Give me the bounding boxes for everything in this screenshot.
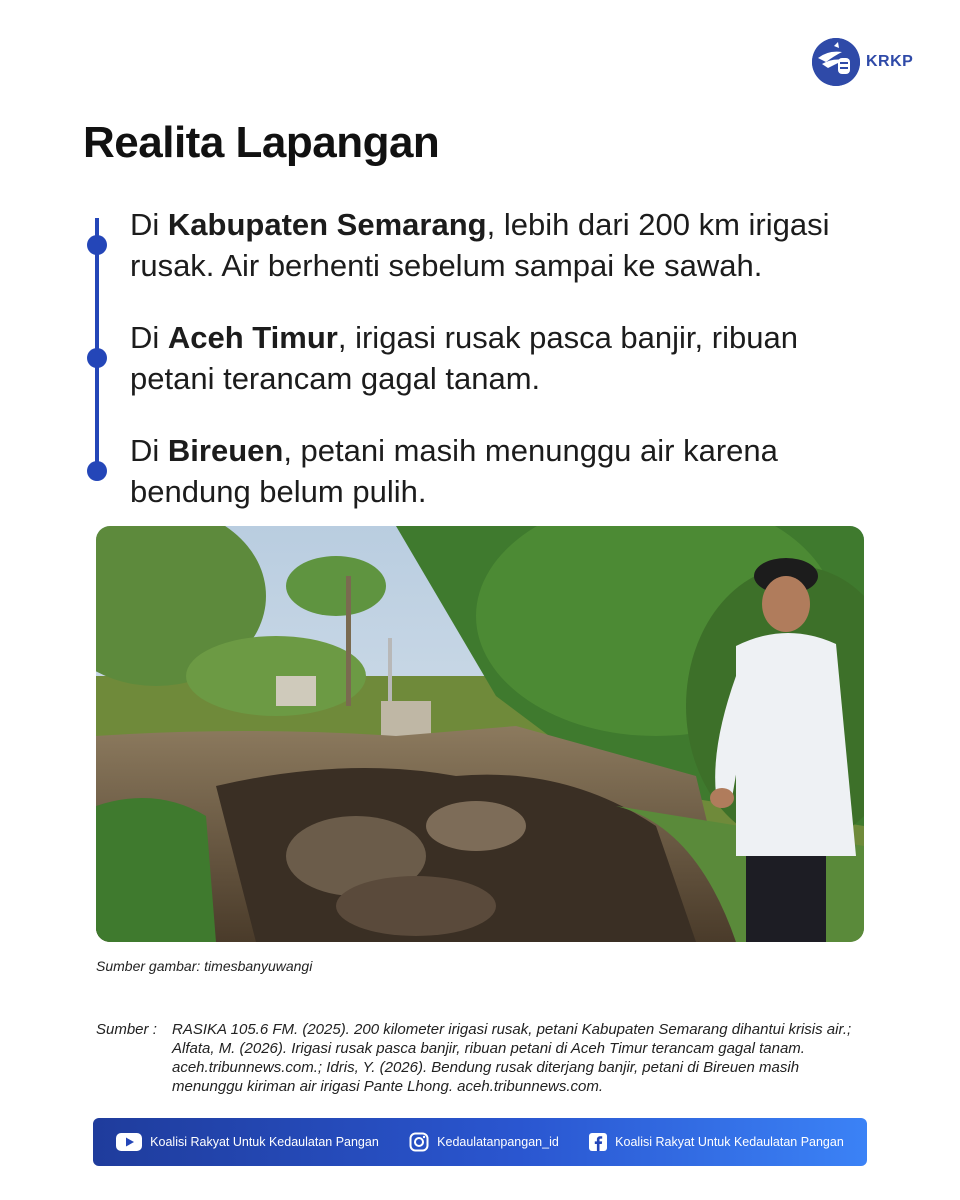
facebook-label: Koalisi Rakyat Untuk Kedaulatan Pangan <box>615 1135 844 1149</box>
timeline-dot <box>87 461 107 481</box>
timeline-line <box>95 218 99 476</box>
sources-block <box>96 1020 876 1096</box>
instagram-link[interactable] <box>409 1132 559 1152</box>
youtube-link[interactable] <box>116 1133 379 1151</box>
sources-label: Sumber : <box>96 1021 157 1038</box>
point-semarang <box>130 204 890 286</box>
damaged-irrigation-photo <box>96 526 864 942</box>
krkp-fist-icon <box>812 38 860 86</box>
youtube-label: Koalisi Rakyat Untuk Kedaulatan Pangan <box>150 1135 379 1149</box>
point-bireuen <box>130 430 890 512</box>
point-place: Aceh Timur <box>167 320 338 355</box>
logo-text: KRKP <box>866 53 914 70</box>
youtube-icon <box>116 1133 142 1151</box>
timeline-dot <box>87 348 107 368</box>
point-rest: , irigasi rusak pasca banjir, ribuan petani terancam gagal tanam. <box>130 320 798 396</box>
point-rest: , lebih dari 200 km irigasi rusak. Air berhenti sebelum sampai ke sawah. <box>130 207 830 283</box>
timeline-dot <box>87 235 107 255</box>
facebook-icon <box>589 1133 607 1151</box>
page-title: Realita Lapangan <box>83 118 440 167</box>
point-place: Kabupaten Semarang <box>167 207 487 242</box>
instagram-icon <box>409 1132 429 1152</box>
point-aceh-timur <box>130 317 890 399</box>
facebook-link[interactable] <box>589 1133 844 1151</box>
sources-text: RASIKA 105.6 FM. (2025). 200 kilometer irigasi rusak, petani Kabupaten Semarang dihantui krisis air.; Alfata, M. (2026). Irigasi rusak pasca banjir, ribuan petani di Aceh Timur terancam gagal tanam. aceh.tribunnews.com.; Idris, Y. (2026). Bendung rusak diterjang banjir, petani di Bireuen masih menunggu kiriman air irigasi Pante Lhong. aceh.tribunnews.com. <box>172 1021 852 1095</box>
point-prefix: Di <box>130 320 168 355</box>
point-place: Bireuen <box>167 433 284 468</box>
point-rest: , petani masih menunggu air karena bendung belum pulih. <box>130 433 778 509</box>
social-footer <box>93 1118 867 1166</box>
photo-caption: Sumber gambar: timesbanyuwangi <box>96 958 313 974</box>
krkp-logo <box>812 38 913 86</box>
point-prefix: Di <box>130 433 168 468</box>
point-prefix: Di <box>130 207 168 242</box>
instagram-label: Kedaulatanpangan_id <box>437 1135 559 1149</box>
